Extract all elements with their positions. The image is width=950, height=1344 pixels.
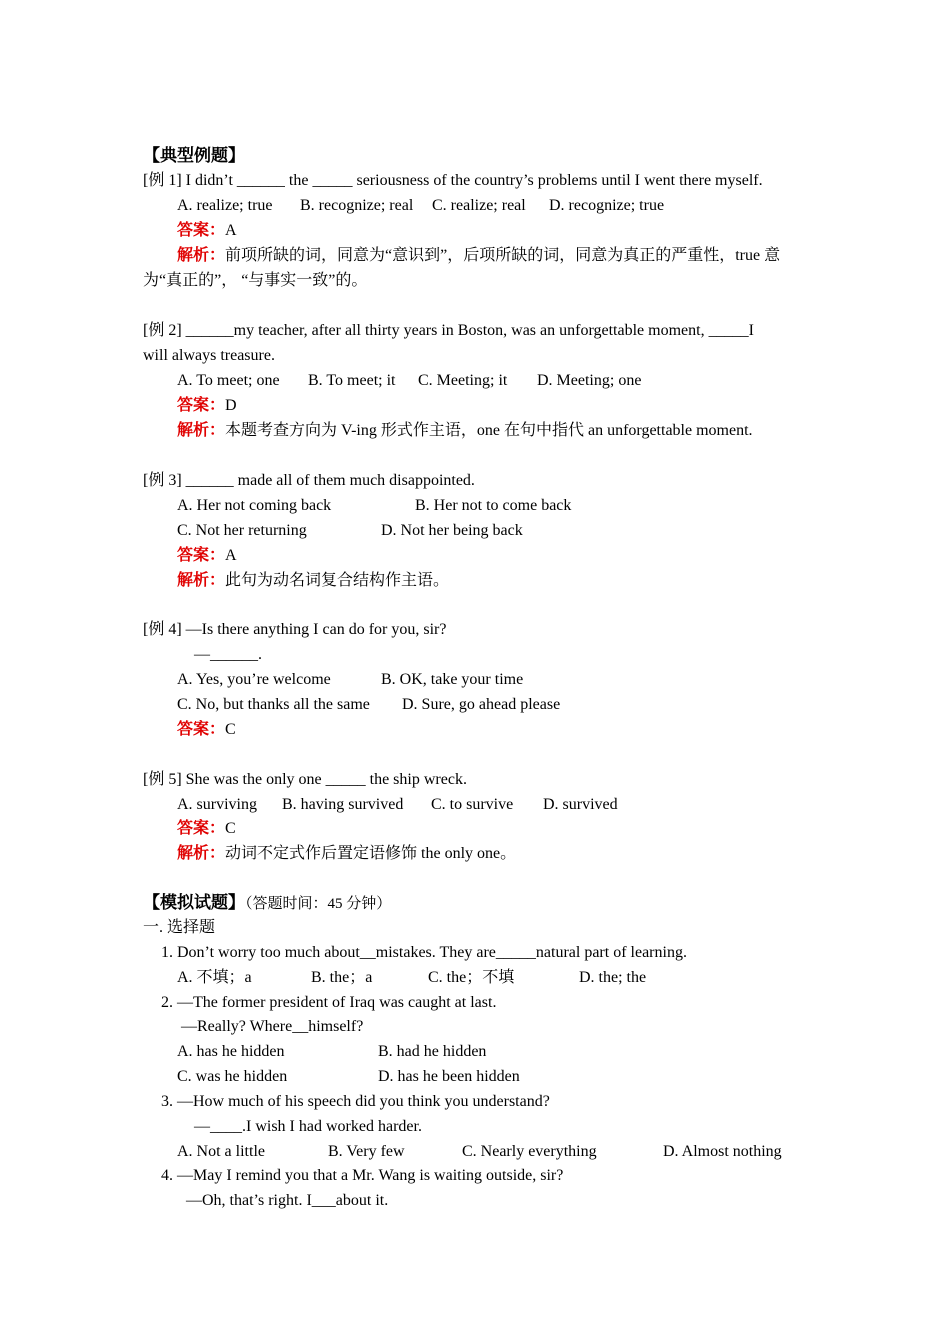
example-5-answer [177,816,236,841]
question-1-option-a: A. 不填；a [177,969,252,986]
question-2-option-b: B. had he hidden [378,1043,487,1060]
example-2-explanation [177,418,753,443]
example-1-question: [例 1] I didn’t ______ the _____ seriousness of the country’s problems until I went there myself. [143,172,763,189]
question-2: 2. —The former president of Iraq was caught at last. [161,994,497,1011]
example-1-option-b: B. recognize; real [300,197,414,214]
explanation-text: 本题考查方向为 V-ing 形式作主语，one 在句中指代 an unforgettable moment. [225,422,753,439]
question-1: 1. Don’t worry too much about__mistakes. They are_____natural part of learning. [161,944,687,961]
answer-value: A [225,222,237,239]
explanation-text: 动词不定式作后置定语修饰 the only one。 [225,845,517,862]
example-1-explanation-cont: 为“真正的”， “与事实一致”的。 [143,272,368,289]
answer-label: 答案： [177,547,226,564]
question-3-reply: —____.I wish I had worked harder. [194,1118,422,1135]
example-5-option-b: B. having survived [282,796,404,813]
example-1-option-a: A. realize; true [177,197,273,214]
question-3-option-d: D. Almost nothing [663,1143,782,1160]
section-heading-examples: 【典型例题】 [143,146,245,165]
example-3-explanation [177,568,449,593]
mock-heading: 【模拟试题】 [143,893,245,912]
question-2-option-d: D. has he been hidden [378,1068,520,1085]
example-3-option-b: B. Her not to come back [415,497,572,514]
example-1-explanation [177,243,780,268]
answer-value: C [225,820,236,837]
example-1-option-d: D. recognize; true [549,197,665,214]
answer-value: C [225,721,236,738]
explanation-label: 解析： [177,422,226,439]
example-2-option-d: D. Meeting; one [537,372,642,389]
example-3-question: [例 3] ______ made all of them much disappointed. [143,472,475,489]
question-2-option-c: C. was he hidden [177,1068,288,1085]
example-2-answer [177,393,237,418]
explanation-text: 此句为动名词复合结构作主语。 [225,572,450,589]
example-4-answer [177,717,236,742]
question-3-option-b: B. Very few [328,1143,405,1160]
example-2-option-c: C. Meeting; it [418,372,508,389]
example-5-question: [例 5] She was the only one _____ the ship wreck. [143,771,467,788]
question-4-reply: —Oh, that’s right. I___about it. [186,1192,389,1209]
question-1-option-d: D. the; the [579,969,647,986]
answer-label: 答案： [177,397,226,414]
question-1-option-c: C. the；不填 [428,969,515,986]
explanation-text: 前项所缺的词，同意为“意识到”，后项所缺的词，同意为真正的严重性，true 意 [225,247,781,264]
answer-label: 答案： [177,721,226,738]
example-2-option-a: A. To meet; one [177,372,280,389]
example-4-option-a: A. Yes, you’re welcome [177,671,331,688]
example-4-option-d: D. Sure, go ahead please [402,696,561,713]
question-2-option-a: A. has he hidden [177,1043,285,1060]
question-1-option-b: B. the；a [311,969,373,986]
answer-value: D [225,397,237,414]
example-5-option-d: D. survived [543,796,618,813]
example-1-option-c: C. realize; real [432,197,526,214]
example-4-question: [例 4] —Is there anything I can do for you, sir? [143,621,447,638]
answer-value: A [225,547,237,564]
example-4-reply: —______. [194,646,262,663]
example-2-option-b: B. To meet; it [308,372,396,389]
example-3-answer [177,543,237,568]
example-2-question-cont: will always treasure. [143,347,275,364]
question-3-option-a: A. Not a little [177,1143,265,1160]
explanation-label: 解析： [177,572,226,589]
time-note: （答题时间：45 分钟） [245,896,392,912]
question-4: 4. —May I remind you that a Mr. Wang is waiting outside, sir? [161,1167,564,1184]
example-3-option-d: D. Not her being back [381,522,523,539]
explanation-label: 解析： [177,247,226,264]
example-3-option-a: A. Her not coming back [177,497,332,514]
explanation-label: 解析： [177,845,226,862]
example-5-explanation [177,841,516,866]
example-2-question: [例 2] ______my teacher, after all thirty years in Boston, was an unforgettable moment, _____I [143,322,754,339]
answer-label: 答案： [177,222,226,239]
question-3-option-c: C. Nearly everything [462,1143,597,1160]
example-5-option-c: C. to survive [431,796,514,813]
question-3: 3. —How much of his speech did you think you understand? [161,1093,550,1110]
part-title: 一. 选择题 [143,919,216,936]
section-heading-mock [143,890,391,917]
answer-label: 答案： [177,820,226,837]
example-1-answer [177,218,237,243]
question-2-reply: —Really? Where__himself? [181,1018,364,1035]
example-3-option-c: C. Not her returning [177,522,307,539]
example-4-option-b: B. OK, take your time [381,671,524,688]
example-5-option-a: A. surviving [177,796,257,813]
example-4-option-c: C. No, but thanks all the same [177,696,370,713]
